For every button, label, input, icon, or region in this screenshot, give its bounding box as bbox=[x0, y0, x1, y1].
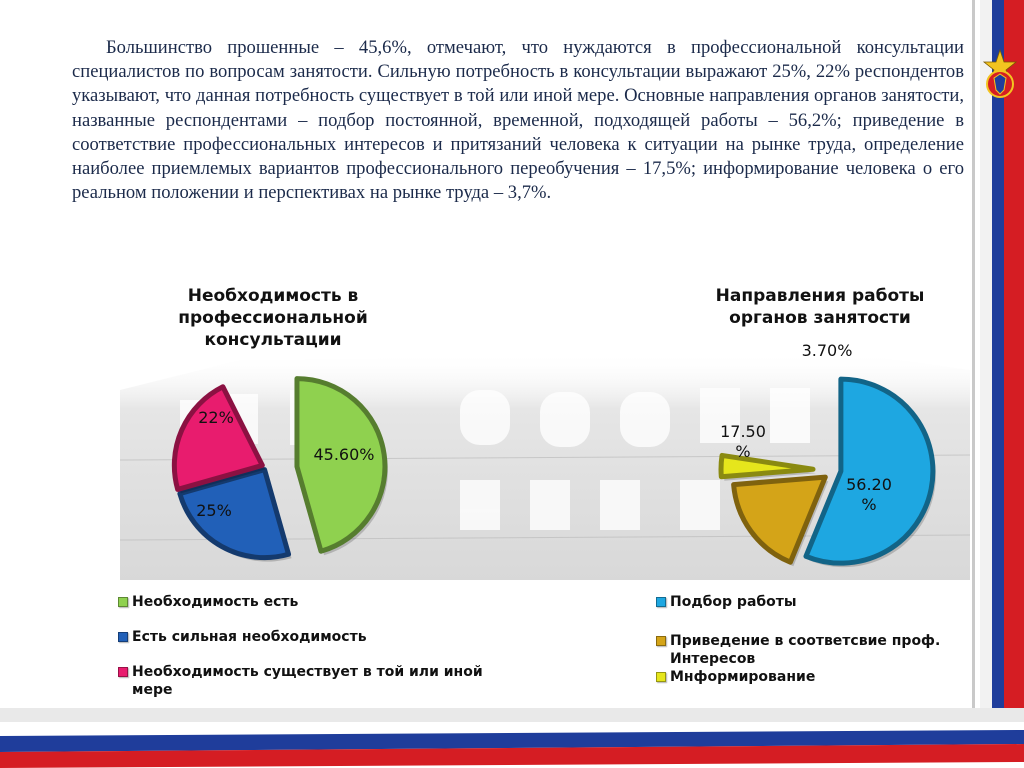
chart2-legend-item-2 bbox=[656, 632, 971, 668]
chart2-legend-item-3 bbox=[656, 668, 956, 686]
frame-line bbox=[972, 0, 975, 712]
chart1-label-necessity-exists: 45.60% bbox=[313, 445, 375, 464]
chart2-legend-item-1 bbox=[656, 593, 956, 611]
legend-swatch-gold bbox=[656, 636, 666, 646]
chart2-title: Направления работы органов занятости bbox=[715, 286, 925, 328]
legend-label: Мнформирование bbox=[670, 669, 816, 685]
legend-label: Подбор работы bbox=[670, 594, 797, 610]
chart1-legend-item-2 bbox=[118, 628, 438, 646]
legend-swatch-yellow bbox=[656, 672, 666, 682]
chart2-label-information: 3.70% bbox=[801, 341, 853, 360]
chart1-title: Необходимость в профессиональной консультации bbox=[178, 286, 368, 350]
legend-label: Есть сильная необходимость bbox=[132, 629, 367, 645]
chart1-legend-item-3 bbox=[118, 663, 518, 699]
chart2-label-job-search: 56.20 % bbox=[846, 475, 892, 514]
emblem-icon bbox=[982, 48, 1018, 108]
legend-swatch-pink bbox=[118, 667, 128, 677]
chart2-label-interests: 17.50 % bbox=[720, 422, 766, 461]
chart1-label-some-necessity: 22% bbox=[198, 408, 234, 427]
bottom-tricolor-bands bbox=[0, 700, 1024, 768]
legend-label: Приведение в соответсвие проф. Интересов bbox=[670, 633, 941, 667]
legend-label: Необходимость есть bbox=[132, 594, 299, 610]
chart1-pie bbox=[160, 355, 400, 580]
chart2-slice-job-search bbox=[806, 379, 933, 563]
chart1-legend-item-1 bbox=[118, 593, 438, 611]
legend-swatch-green bbox=[118, 597, 128, 607]
legend-swatch-blue bbox=[118, 632, 128, 642]
legend-label: Необходимость существует в той или иной мере bbox=[132, 664, 483, 698]
body-paragraph: Большинство прошенные – 45,6%, отмечают, что нуждаются в профессиональной консультации специалистов по вопросам занятости. Сильную потребность в консультации выражают 25%, 22% респондентов указывают, что данная потребность существует в той или иной мере. Основные направления органов занятости, названные респондентами – подбор постоянной, временной, подходящей работы – 56,2%; приведение в соответствие профессиональных интересов и притязаний человека к ситуации на рынке труда, определение наиболее приемлемых вариантов профессионального переобучения – 17,5%; информирование человека о его реальном положении и перспективах на рынке труда – 3,7%. bbox=[72, 37, 964, 204]
legend-swatch-cyan bbox=[656, 597, 666, 607]
chart1-label-strong-necessity: 25% bbox=[196, 501, 232, 520]
